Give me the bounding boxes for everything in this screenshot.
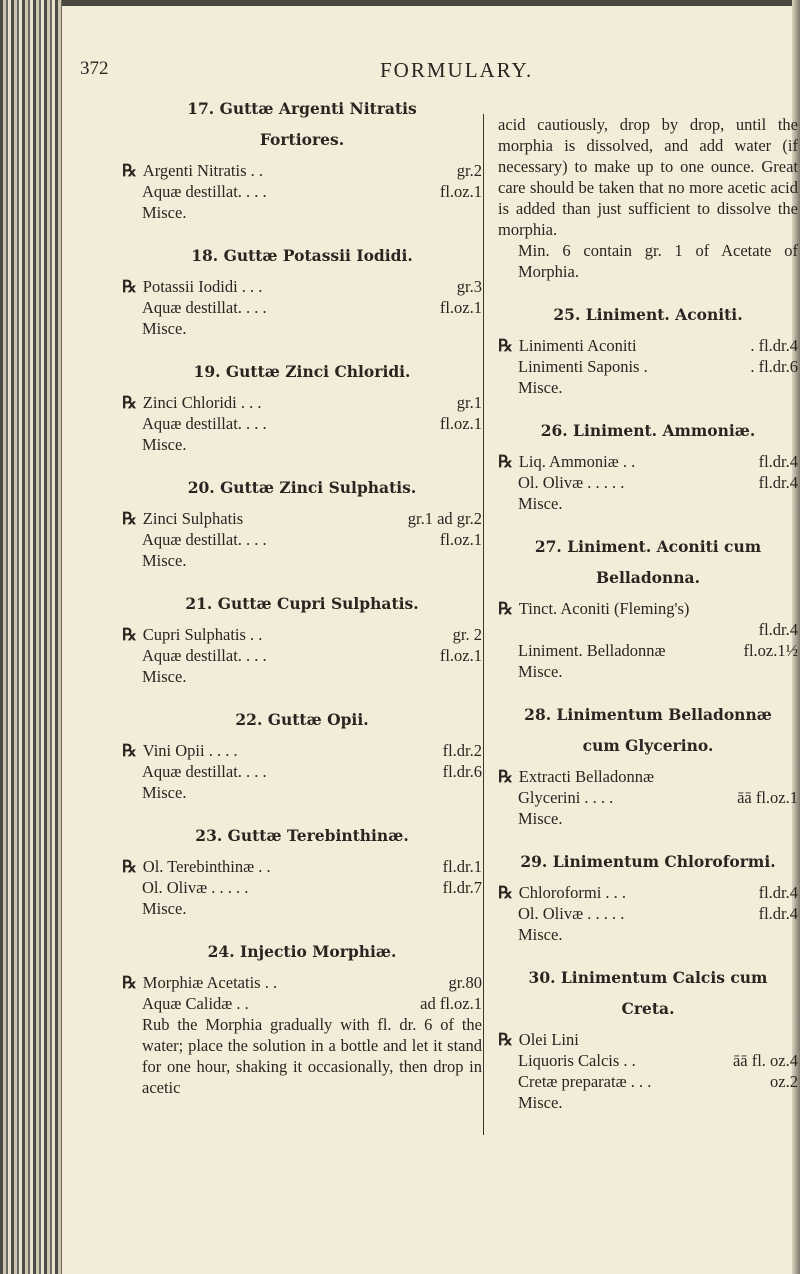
ingredient-text: Liniment. Belladonnæ: [518, 641, 666, 660]
ingredient-line: [498, 472, 798, 493]
ingredient-quantity: fl.oz.1: [439, 414, 482, 433]
ingredient-name: [122, 318, 186, 339]
dosage-note: Min. 6 contain gr. 1 of Acetate of Morphia.: [518, 241, 798, 281]
rx-symbol: ℞: [122, 973, 137, 992]
ingredient-text: Misce.: [142, 783, 187, 802]
ingredient-text: Aquæ destillat. . . .: [142, 414, 267, 433]
ingredient-name: [498, 335, 637, 356]
ingredient-quantity: fl.dr.4: [758, 904, 798, 923]
ingredient-text: Aquæ destillat. . . .: [142, 298, 267, 317]
ingredient-text: Misce.: [518, 494, 563, 513]
ingredient-line: [122, 740, 482, 761]
ingredient-quantity: gr. 2: [452, 625, 482, 644]
ingredient-line: [498, 619, 798, 640]
formula-entry-cont: [498, 114, 798, 282]
ingredient-text: Zinci Chloridi . . .: [142, 393, 262, 412]
ingredient-line: [122, 413, 482, 434]
formula-title: 27. Liniment. Aconiti cum: [534, 537, 762, 556]
ingredient-line: [498, 451, 798, 472]
ingredient-text: Zinci Sulphatis: [142, 509, 244, 528]
page-number: 372: [80, 58, 109, 79]
ingredient-quantity: fl.dr.4: [758, 473, 798, 492]
ingredient-quantity: fl.oz.1: [439, 646, 482, 665]
ingredient-name: [122, 434, 186, 455]
rx-symbol: ℞: [498, 883, 513, 902]
ingredient-text: Aquæ Calidæ . .: [142, 994, 249, 1013]
ingredient-quantity: fl.dr.1: [442, 857, 482, 876]
formula-entry-e28: [498, 704, 798, 829]
formula-title: 24. Injectio Morphiæ.: [207, 942, 397, 961]
ingredient-text: Ol. Terebinthinæ . .: [142, 857, 271, 876]
formula-title: Belladonna.: [596, 568, 700, 587]
formula-title: 25. Liniment. Aconiti.: [553, 305, 743, 324]
ingredient-text: Tinct. Aconiti (Fleming's): [518, 599, 690, 618]
ingredient-text: Argenti Nitratis . .: [142, 161, 264, 180]
ingredient-quantity: fl.oz.1: [439, 182, 482, 201]
formula-entry-e27: [498, 536, 798, 682]
formula-title: 23. Guttæ Terebinthinæ.: [195, 826, 409, 845]
ingredient-quantity: gr.80: [448, 973, 482, 992]
ingredient-quantity: gr.1: [456, 393, 482, 412]
ingredient-quantity: fl.oz.1: [439, 530, 482, 549]
ingredient-name: [498, 1050, 636, 1071]
ingredient-text: Misce.: [518, 1093, 563, 1112]
ingredient-text: Extracti Belladonnæ: [518, 767, 654, 786]
rx-symbol: ℞: [498, 452, 513, 471]
left-column: [122, 98, 482, 1120]
ingredient-line: [122, 550, 482, 571]
formula-title: 20. Guttæ Zinci Sulphatis.: [187, 478, 417, 497]
book-binding-edge: [0, 0, 62, 1274]
ingredient-text: Cupri Sulphatis . .: [142, 625, 263, 644]
formula-entry-e19: [122, 361, 482, 455]
ingredient-name: [122, 898, 186, 919]
rx-symbol: ℞: [122, 625, 137, 644]
ingredient-text: Misce.: [518, 378, 563, 397]
ingredient-name: [122, 761, 267, 782]
formula-title: 18. Guttæ Potassii Iodidi.: [191, 246, 413, 265]
ingredient-name: [122, 508, 243, 529]
ingredient-name: [498, 808, 562, 829]
ingredient-quantity: fl.dr.7: [442, 878, 482, 897]
ingredient-text: Glycerini . . . .: [518, 788, 614, 807]
ingredient-name: [122, 666, 186, 687]
ingredient-text: Aquæ destillat. . . .: [142, 762, 267, 781]
ingredient-text: Misce.: [518, 809, 563, 828]
ingredient-quantity: fl.dr.4: [758, 883, 798, 902]
ingredient-quantity: āā fl.oz.1: [737, 788, 798, 807]
ingredient-name: [498, 619, 518, 640]
formula-entry-e29: [498, 851, 798, 945]
ingredient-name: [498, 924, 562, 945]
ingredient-name: [122, 529, 267, 550]
ingredient-line: [122, 624, 482, 645]
formula-title: Creta.: [621, 999, 675, 1018]
rx-symbol: ℞: [122, 393, 137, 412]
running-head: FORMULARY.: [380, 58, 534, 82]
formula-title: 17. Guttæ Argenti Nitratis: [187, 99, 417, 118]
formula-entry-e23: [122, 825, 482, 919]
formula-title: 19. Guttæ Zinci Chloridi.: [193, 362, 411, 381]
ingredient-line: [498, 661, 798, 682]
ingredient-quantity: . fl.dr.6: [750, 357, 798, 376]
page-top-shadow: [62, 0, 792, 6]
formula-entry-e30: [498, 967, 798, 1113]
ingredient-text: Chloroformi . . .: [518, 883, 627, 902]
formula-title: 30. Linimentum Calcis cum: [528, 968, 768, 987]
formula-entry-e25: [498, 304, 798, 398]
ingredient-name: [498, 640, 666, 661]
ingredient-name: [122, 645, 267, 666]
ingredient-line: [122, 160, 482, 181]
ingredient-line: [122, 877, 482, 898]
ingredient-quantity: gr.2: [456, 161, 482, 180]
rx-symbol: ℞: [122, 277, 137, 296]
ingredient-name: [122, 392, 262, 413]
rx-symbol: ℞: [498, 1030, 513, 1049]
instructions-text: Rub the Morphia gradually with fl. dr. 6 of the water; place the solution in a bottle and let it stand for one hour, shaking it occasionally, then drop in acetic: [142, 1015, 482, 1097]
ingredient-name: [122, 276, 262, 297]
ingredient-line: [122, 318, 482, 339]
ingredient-name: [122, 413, 267, 434]
ingredient-line: [498, 493, 798, 514]
ingredient-quantity: fl.oz.1½: [743, 641, 798, 660]
ingredient-name: [498, 472, 624, 493]
ingredient-text: Morphiæ Acetatis . .: [142, 973, 278, 992]
formula-entry-e21: [122, 593, 482, 687]
ingredient-name: [498, 882, 626, 903]
ingredient-text: Misce.: [142, 319, 187, 338]
ingredient-text: Linimenti Saponis .: [518, 357, 648, 376]
ingredient-line: [122, 181, 482, 202]
ingredient-line: [498, 766, 798, 787]
ingredient-quantity: gr.3: [456, 277, 482, 296]
ingredient-line: [498, 377, 798, 398]
ingredient-text: Cretæ preparatæ . . .: [518, 1072, 652, 1091]
ingredient-name: [122, 877, 248, 898]
ingredient-quantity: gr.1 ad gr.2: [407, 509, 482, 528]
ingredient-text: Misce.: [518, 925, 563, 944]
formula-entry-e24: [122, 941, 482, 1098]
ingredient-name: [498, 661, 562, 682]
ingredient-name: [498, 451, 635, 472]
ingredient-quantity: . fl.dr.4: [750, 336, 798, 355]
ingredient-text: Vini Opii . . . .: [142, 741, 238, 760]
rx-symbol: ℞: [122, 509, 137, 528]
ingredient-name: [498, 493, 562, 514]
ingredient-line: [498, 1071, 798, 1092]
formula-title: Fortiores.: [259, 130, 345, 149]
ingredient-text: Aquæ destillat. . . .: [142, 530, 267, 549]
ingredient-quantity: fl.dr.4: [758, 620, 798, 639]
ingredient-line: [122, 202, 482, 223]
ingredient-text: Linimenti Aconiti: [518, 336, 637, 355]
ingredient-line: [498, 1092, 798, 1113]
formula-title: 29. Linimentum Chloroformi.: [520, 852, 776, 871]
ingredient-name: [122, 624, 262, 645]
rx-symbol: ℞: [122, 741, 137, 760]
ingredient-text: Aquæ destillat. . . .: [142, 646, 267, 665]
ingredient-line: [498, 335, 798, 356]
ingredient-quantity: āā fl. oz.4: [732, 1051, 798, 1070]
ingredient-line: [122, 508, 482, 529]
ingredient-line: [498, 1029, 798, 1050]
formula-entry-e26: [498, 420, 798, 514]
ingredient-name: [122, 972, 277, 993]
ingredient-quantity: ad fl.oz.1: [420, 994, 482, 1013]
ingredient-text: Misce.: [142, 551, 187, 570]
ingredient-text: Ol. Olivæ . . . . .: [518, 473, 625, 492]
ingredient-name: [122, 160, 263, 181]
right-column: [483, 114, 798, 1135]
formula-entry-e18: [122, 245, 482, 339]
ingredient-text: Misce.: [142, 435, 187, 454]
ingredient-line: [498, 1050, 798, 1071]
ingredient-name: [498, 1071, 651, 1092]
ingredient-name: [498, 598, 689, 619]
book-page: [80, 40, 798, 1260]
ingredient-name: [122, 297, 267, 318]
ingredient-line: [122, 782, 482, 803]
ingredient-line: [122, 666, 482, 687]
ingredient-name: [122, 740, 238, 761]
formula-entry-e17: [122, 98, 482, 223]
ingredient-text: Misce.: [142, 899, 187, 918]
ingredient-name: [498, 1029, 579, 1050]
ingredient-line: [122, 761, 482, 782]
ingredient-line: [498, 924, 798, 945]
formula-title: 21. Guttæ Cupri Sulphatis.: [185, 594, 419, 613]
ingredient-line: [122, 434, 482, 455]
ingredient-text: Ol. Olivæ . . . . .: [518, 904, 625, 923]
formula-title: 28. Linimentum Belladonnæ: [524, 705, 772, 724]
ingredient-quantity: fl.dr.4: [758, 452, 798, 471]
ingredient-text: Potassii Iodidi . . .: [142, 277, 263, 296]
ingredient-line: [122, 898, 482, 919]
ingredient-name: [498, 377, 562, 398]
ingredient-line: [122, 529, 482, 550]
ingredient-line: [498, 882, 798, 903]
ingredient-line: [498, 787, 798, 808]
formula-title: cum Glycerino.: [582, 736, 714, 755]
ingredient-name: [122, 181, 267, 202]
ingredient-name: [122, 550, 186, 571]
ingredient-line: [122, 297, 482, 318]
ingredient-line: [122, 972, 482, 993]
ingredient-text: Misce.: [142, 667, 187, 686]
ingredient-text: Misce.: [142, 203, 187, 222]
ingredient-name: [122, 782, 186, 803]
ingredient-text: Misce.: [518, 662, 563, 681]
instructions-text: acid cautiously, drop by drop, until the morphia is dissolved, and add water (if necessary) to make up to one ounce. Great care should be taken that no more acetic acid is added than just sufficient to dissolve the morphia.: [498, 115, 798, 239]
ingredient-name: [122, 993, 249, 1014]
ingredient-line: [498, 356, 798, 377]
ingredient-text: Liq. Ammoniæ . .: [518, 452, 636, 471]
rx-symbol: ℞: [498, 599, 513, 618]
rx-symbol: ℞: [498, 336, 513, 355]
rx-symbol: ℞: [498, 767, 513, 786]
ingredient-line: [498, 640, 798, 661]
ingredient-name: [498, 766, 654, 787]
formula-entry-e20: [122, 477, 482, 571]
ingredient-name: [122, 202, 186, 223]
ingredient-line: [122, 645, 482, 666]
ingredient-name: [498, 787, 613, 808]
ingredient-text: Ol. Olivæ . . . . .: [142, 878, 249, 897]
ingredient-name: [498, 903, 624, 924]
formula-title: 22. Guttæ Opii.: [235, 710, 369, 729]
ingredient-line: [122, 993, 482, 1014]
rx-symbol: ℞: [122, 857, 137, 876]
ingredient-text: Liquoris Calcis . .: [518, 1051, 636, 1070]
formula-entry-e22: [122, 709, 482, 803]
ingredient-line: [122, 392, 482, 413]
ingredient-name: [498, 356, 648, 377]
ingredient-line: [498, 808, 798, 829]
ingredient-line: [498, 598, 798, 619]
ingredient-quantity: oz.2: [770, 1072, 798, 1091]
page-header: [80, 58, 785, 98]
ingredient-line: [122, 276, 482, 297]
rx-symbol: ℞: [122, 161, 137, 180]
ingredient-name: [498, 1092, 562, 1113]
ingredient-line: [498, 903, 798, 924]
ingredient-quantity: fl.oz.1: [439, 298, 482, 317]
ingredient-text: Aquæ destillat. . . .: [142, 182, 267, 201]
ingredient-name: [122, 856, 271, 877]
ingredient-line: [122, 856, 482, 877]
ingredient-quantity: fl.dr.6: [442, 762, 482, 781]
formula-title: 26. Liniment. Ammoniæ.: [540, 421, 756, 440]
ingredient-text: Olei Lini: [518, 1030, 579, 1049]
ingredient-quantity: fl.dr.2: [442, 741, 482, 760]
